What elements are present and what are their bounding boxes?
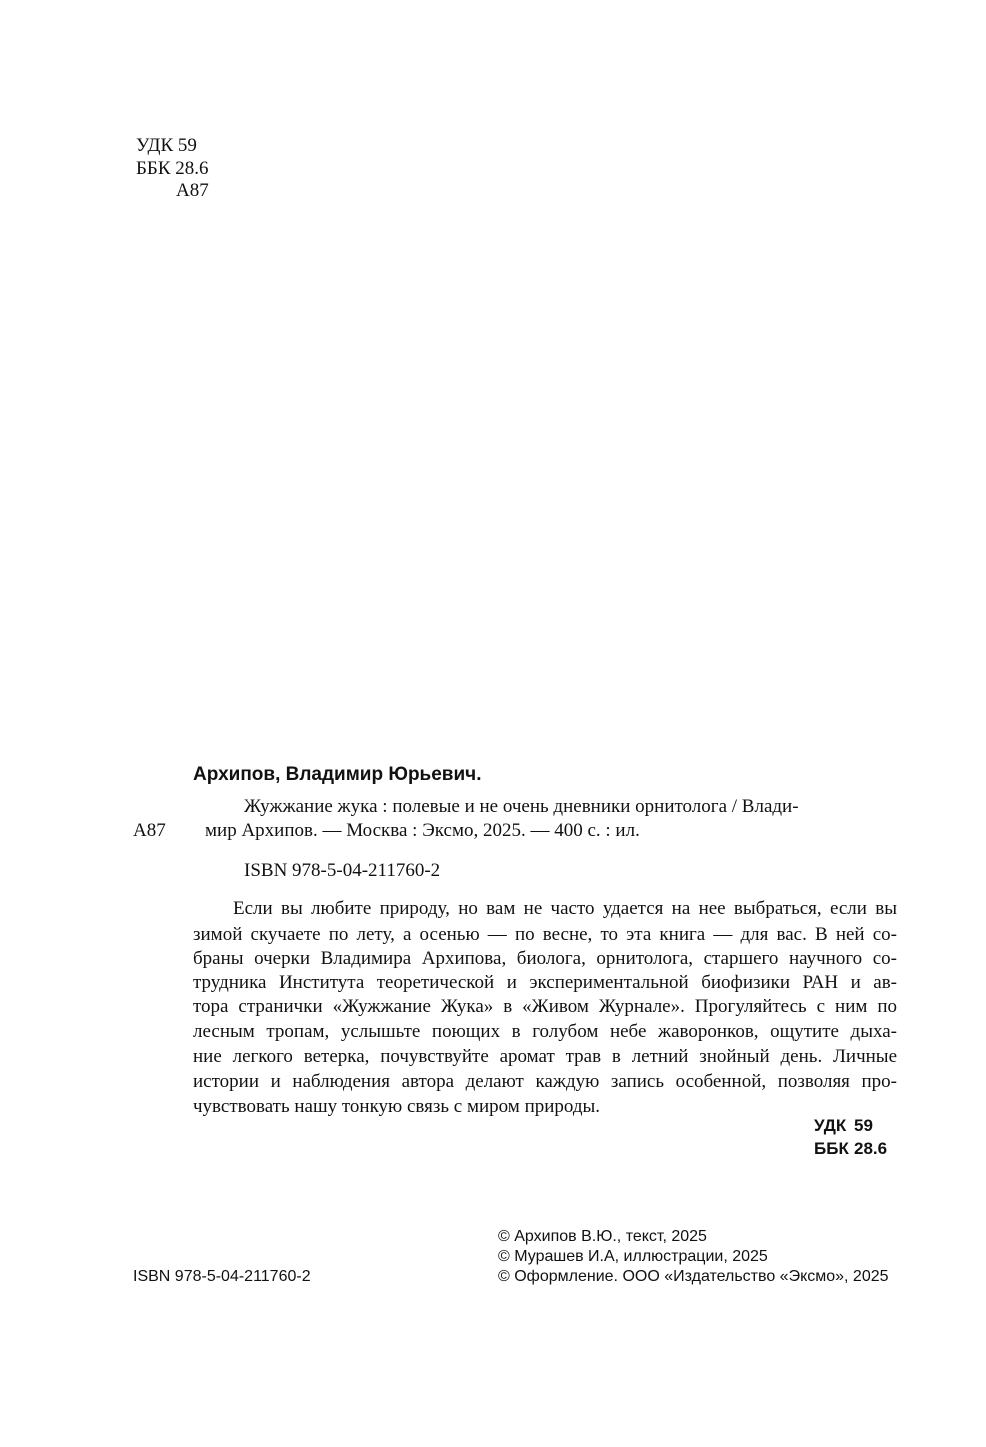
copyright-line: © Мурашев И.А, иллюстрации, 2025 — [498, 1248, 768, 1265]
bbk-value: 28.6 — [854, 1139, 888, 1158]
copyright-line: © Оформление. ООО «Издательство «Эксмо», 2025 — [498, 1268, 889, 1285]
isbn-record: ISBN 978-5-04-211760-2 — [244, 860, 441, 881]
author-mark: А87 — [176, 180, 209, 201]
author-heading: Архипов, Владимир Юрьевич. — [193, 764, 482, 785]
bibliographic-line-1: Жужжание жука : полевые и не очень дневники орнитолога / Влади- — [244, 796, 799, 817]
annotation-line: тора странички «Жужжание Жука» в «Живом Журнале». Прогуляйтесь с ним по — [193, 996, 897, 1017]
annotation-line: трудника Института теоретической и экспериментальной биофизики РАН и ав- — [193, 972, 897, 993]
annotation-line: зимой скучаете по лету, а осенью — по весне, то эта книга — для вас. В ней со- — [193, 924, 897, 945]
annotation-line: лесным тропам, услышьте поющих в голубом небе жаворонков, ощутите дыха- — [193, 1021, 897, 1042]
bottom-bbk — [814, 1139, 890, 1159]
bottom-udk — [814, 1116, 890, 1136]
annotation-line: Если вы любите природу, но вам не часто удается на нее выбраться, если вы — [233, 898, 897, 919]
bbk-label: ББК — [814, 1139, 849, 1158]
udk-value: 59 — [854, 1116, 873, 1135]
bbk-code: ББК 28.6 — [136, 158, 209, 179]
copyright-line: © Архипов В.Ю., текст, 2025 — [498, 1228, 707, 1245]
side-author-mark: А87 — [133, 820, 166, 841]
annotation-line: ние легкого ветерка, почувствуйте аромат трав в летний знойный день. Личные — [193, 1046, 897, 1067]
isbn-bottom: ISBN 978-5-04-211760-2 — [133, 1268, 311, 1285]
annotation-line: браны очерки Владимира Архипова, биолога, орнитолога, старшего научного со- — [193, 948, 897, 969]
annotation-line: истории и наблюдения автора делают каждую запись особенной, позволяя про- — [193, 1071, 897, 1092]
annotation-line: чувствовать нашу тонкую связь с миром природы. — [193, 1096, 601, 1117]
udk-label: УДК — [814, 1116, 847, 1135]
bibliographic-line-2: мир Архипов. — Москва : Эксмо, 2025. — 400 с. : ил. — [205, 820, 640, 841]
udk-code: УДК 59 — [136, 135, 197, 156]
